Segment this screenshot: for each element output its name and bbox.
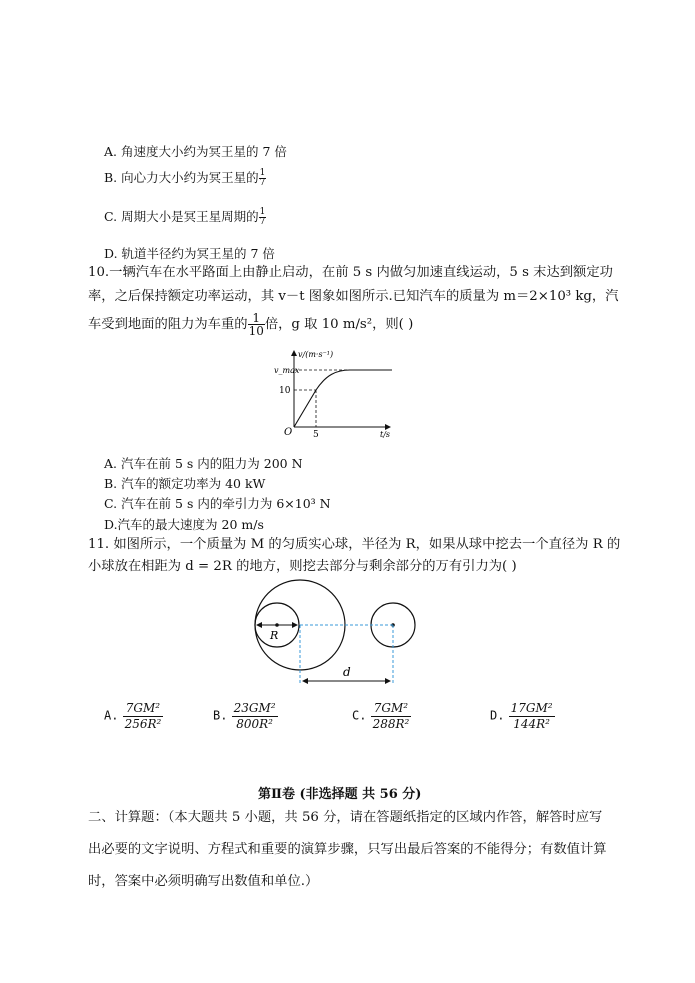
fraction-denominator: 7 (259, 217, 266, 227)
fraction-numerator: 7GM² (125, 701, 161, 715)
fraction-denominator: 10 (248, 324, 264, 338)
q9-option-b-fraction (259, 169, 267, 188)
q11-answer-a (104, 702, 163, 730)
origin-label: O (284, 427, 293, 438)
q9-option-d: D. 轨道半径约为冥王星的 7 倍 (104, 246, 275, 261)
answer-fraction (371, 702, 412, 730)
fraction-numerator: 23GM² (233, 701, 276, 715)
fraction-numerator: 7GM² (373, 701, 409, 715)
q10-option-a: A. 汽车在前 5 s 内的阻力为 200 N (104, 456, 303, 471)
answer-fraction (509, 702, 555, 730)
q9-option-c-text: C. 周期大小是冥王星周期的 (104, 209, 259, 224)
q9-option-b (104, 168, 266, 188)
q9-option-c (104, 207, 266, 227)
v-tick-10: 10 (279, 386, 291, 396)
fraction-denominator: 800R² (232, 716, 278, 731)
answer-label: C. (352, 708, 367, 723)
q11-sphere-figure (245, 575, 425, 690)
radius-label: R (270, 629, 279, 642)
t-tick-5: 5 (313, 430, 319, 440)
q10-fraction (248, 312, 265, 337)
q11-line-1: 11. 如图所示，一个质量为 M 的匀质实心球，半径为 R，如果从球中挖去一个直径为 R 的 (88, 537, 621, 552)
fraction-numerator: 17GM² (510, 701, 553, 715)
q10-line-2: 率，之后保持额定功率运动，其 v－t 图象如图所示.已知汽车的质量为 m＝2×10³ kg，汽 (88, 289, 619, 304)
answer-fraction (232, 702, 278, 730)
vmax-label: v_max (274, 366, 300, 375)
fraction-denominator: 256R² (124, 716, 162, 731)
t-axis-label: t/s (380, 430, 391, 439)
vt-curve (294, 370, 392, 427)
q11-answer-d (490, 702, 555, 730)
fraction-numerator: 1 (259, 207, 266, 217)
q10-line-1: 10.一辆汽车在水平路面上由静止启动，在前 5 s 内做匀加速直线运动，5 s 末达到额定功 (88, 265, 613, 280)
fraction-denominator: 288R² (372, 716, 410, 731)
fraction-denominator: 7 (259, 178, 266, 188)
q11-answer-b (213, 702, 278, 730)
q11-line-2: 小球放在相距为 d = 2R 的地方，则挖去部分与剩余部分的万有引力为( ) (88, 559, 517, 574)
answer-fraction (123, 702, 164, 730)
q11-answer-c (352, 702, 411, 730)
v-axis-label: v/(m·s⁻¹) (298, 350, 334, 359)
q10-option-d: D.汽车的最大速度为 20 m/s (104, 517, 264, 532)
section-2-paragraph-line-1: 二、计算题：（本大题共 5 小题，共 56 分，请在答题纸指定的区域内作答，解答时应写 (88, 810, 603, 825)
answer-label: D. (490, 708, 505, 723)
section-2-paragraph-line-3: 时，答案中必须明确写出数值和单位.） (88, 874, 319, 889)
answer-label: B. (213, 708, 228, 723)
q9-option-c-fraction (259, 208, 267, 227)
q10-line-3-prefix: 车受到地面的阻力为车重的 (88, 317, 248, 332)
q9-option-a: A. 角速度大小约为冥王星的 7 倍 (104, 144, 287, 159)
section-2-title: 第Ⅱ卷 (非选择题 共 56 分) (258, 787, 422, 802)
q9-option-b-text: B. 向心力大小约为冥王星的 (104, 170, 259, 185)
q10-option-c: C. 汽车在前 5 s 内的牵引力为 6×10³ N (104, 496, 331, 511)
q10-vt-graph (270, 345, 400, 440)
answer-label: A. (104, 708, 119, 723)
distance-label: d (343, 665, 351, 679)
fraction-numerator: 1 (252, 311, 261, 325)
q10-option-b: B. 汽车的额定功率为 40 kW (104, 476, 266, 491)
q10-line-3-suffix: 倍，g 取 10 m/s²，则( ) (264, 317, 414, 332)
fraction-numerator: 1 (259, 168, 266, 178)
q10-line-3 (88, 311, 413, 338)
section-2-paragraph-line-2: 出必要的文字说明、方程式和重要的演算步骤，只写出最后答案的不能得分；有数值计算 (88, 842, 607, 857)
fraction-denominator: 144R² (509, 716, 555, 731)
